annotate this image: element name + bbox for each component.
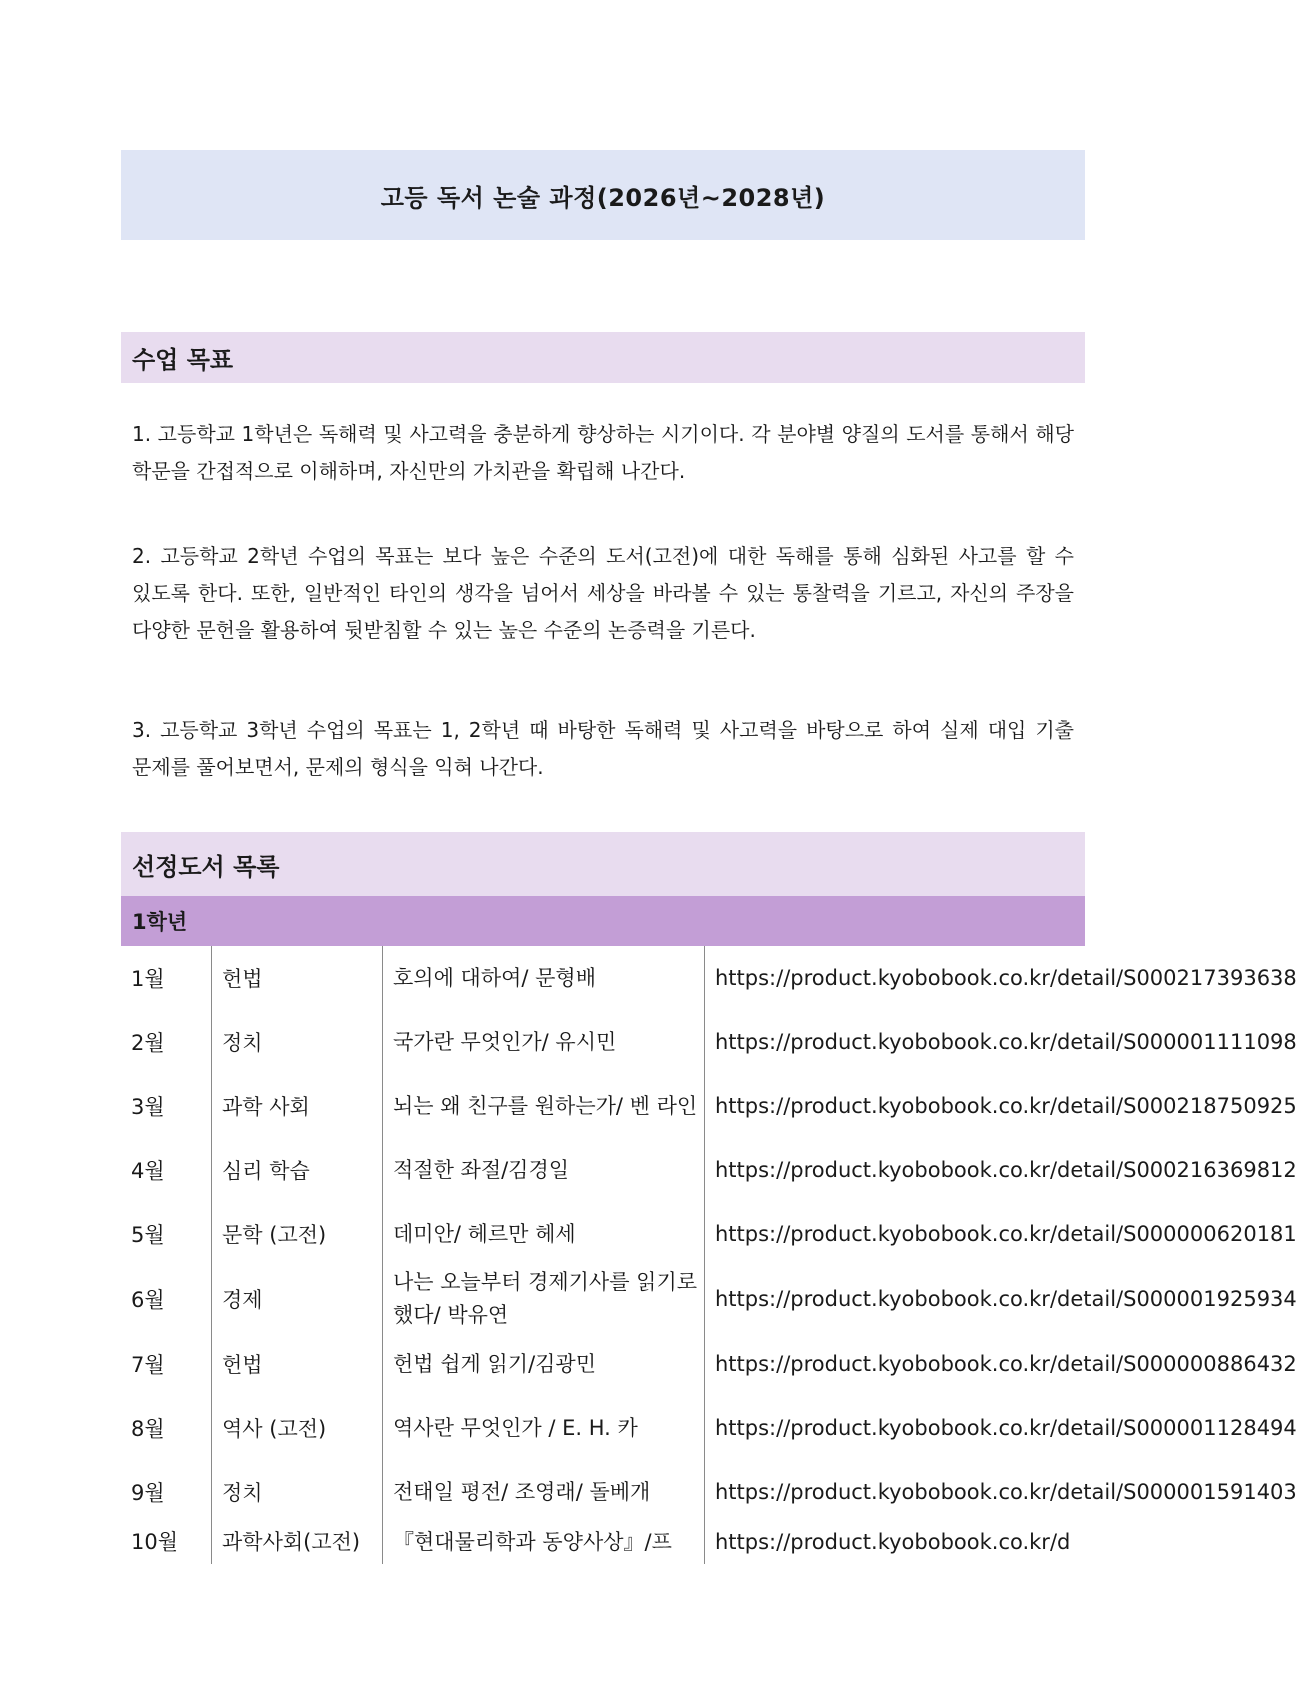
book-cell: 호의에 대하여/ 문형배 (383, 946, 705, 1010)
link-cell[interactable]: https://product.kyobobook.co.kr/detail/S000001111098 (705, 1010, 1086, 1074)
table-row (121, 1524, 1085, 1564)
book-cell: 『현대물리학과 동양사상』/프 (383, 1524, 705, 1564)
subject-cell: 정치 (212, 1010, 383, 1074)
grade-1-label: 1학년 (121, 896, 1085, 946)
link-cell[interactable]: https://product.kyobobook.co.kr/detail/S000001925934 (705, 1266, 1086, 1332)
month-cell: 1월 (131, 967, 165, 991)
table-row (121, 1460, 1085, 1524)
book-cell: 뇌는 왜 친구를 원하는가/ 벤 라인 (383, 1074, 705, 1138)
book-cell: 나는 오늘부터 경제기사를 읽기로 했다/ 박유연 (383, 1266, 705, 1332)
table-row (121, 1396, 1085, 1460)
book-cell: 역사란 무엇인가 / E. H. 카 (383, 1396, 705, 1460)
month-cell: 3월 (131, 1095, 165, 1119)
subject-cell: 경제 (212, 1266, 383, 1332)
goals-heading: 수업 목표 (121, 332, 1085, 383)
month-cell: 9월 (131, 1481, 165, 1505)
subject-cell: 헌법 (212, 1332, 383, 1396)
table-row (121, 1266, 1085, 1332)
month-cell: 7월 (131, 1353, 165, 1377)
document-title-box (121, 150, 1085, 240)
document-title: 고등 독서 논술 과정(2026년~2028년) (380, 183, 826, 212)
subject-cell: 과학사회(고전) (212, 1524, 383, 1564)
subject-cell: 정치 (212, 1460, 383, 1524)
month-cell: 4월 (131, 1159, 165, 1183)
book-cell: 헌법 쉽게 읽기/김광민 (383, 1332, 705, 1396)
book-list-heading: 선정도서 목록 (121, 832, 1085, 896)
month-cell: 8월 (131, 1417, 165, 1441)
month-cell: 2월 (131, 1031, 165, 1055)
goal-paragraph-1: 1. 고등학교 1학년은 독해력 및 사고력을 충분하게 향상하는 시기이다. 각 분야별 양질의 도서를 통해서 해당 학문을 간접적으로 이해하며, 자신만의 가치관을 확립해 나간다. (132, 422, 1074, 483)
goal-paragraph-3: 3. 고등학교 3학년 수업의 목표는 1, 2학년 때 바탕한 독해력 및 사고력을 바탕으로 하여 실제 대입 기출 문제를 풀어보면서, 문제의 형식을 익혀 나간다. (132, 718, 1074, 779)
link-cell[interactable]: https://product.kyobobook.co.kr/detail/S000001128494 (705, 1396, 1086, 1460)
book-cell: 데미안/ 헤르만 헤세 (383, 1202, 705, 1266)
table-row (121, 1332, 1085, 1396)
link-cell[interactable]: https://product.kyobobook.co.kr/detail/S000000620181 (705, 1202, 1086, 1266)
subject-cell: 심리 학습 (212, 1138, 383, 1202)
month-cell: 5월 (131, 1223, 165, 1247)
link-cell[interactable]: https://product.kyobobook.co.kr/detail/S000218750925 (705, 1074, 1086, 1138)
link-cell[interactable]: https://product.kyobobook.co.kr/detail/S000000886432 (705, 1332, 1086, 1396)
book-list-table (121, 946, 1297, 1564)
subject-cell: 역사 (고전) (212, 1396, 383, 1460)
subject-cell: 문학 (고전) (212, 1202, 383, 1266)
table-row (121, 1202, 1085, 1266)
link-cell[interactable]: https://product.kyobobook.co.kr/detail/S000001591403 (705, 1460, 1086, 1524)
month-cell: 6월 (131, 1288, 165, 1312)
table-row (121, 1010, 1085, 1074)
link-cell[interactable]: https://product.kyobobook.co.kr/d (705, 1524, 1086, 1564)
table-row (121, 1138, 1085, 1202)
book-cell: 전태일 평전/ 조영래/ 돌베개 (383, 1460, 705, 1524)
link-cell[interactable]: https://product.kyobobook.co.kr/detail/S000216369812 (705, 1138, 1086, 1202)
goal-paragraph-2: 2. 고등학교 2학년 수업의 목표는 보다 높은 수준의 도서(고전)에 대한 독해를 통해 심화된 사고를 할 수 있도록 한다. 또한, 일반적인 타인의 생각을 넘어서 세상을 바라볼 수 있는 통찰력을 기르고, 자신의 주장을 다양한 문헌을 활용하여 뒷받침할 수 있는 높은 수준의 논증력을 기른다. (132, 544, 1074, 642)
book-cell: 국가란 무엇인가/ 유시민 (383, 1010, 705, 1074)
subject-cell: 과학 사회 (212, 1074, 383, 1138)
book-cell: 적절한 좌절/김경일 (383, 1138, 705, 1202)
table-row (121, 1074, 1085, 1138)
subject-cell: 헌법 (212, 946, 383, 1010)
link-cell[interactable]: https://product.kyobobook.co.kr/detail/S000217393638 (705, 946, 1086, 1010)
month-cell: 10월 (131, 1530, 179, 1554)
table-row (121, 946, 1085, 1010)
